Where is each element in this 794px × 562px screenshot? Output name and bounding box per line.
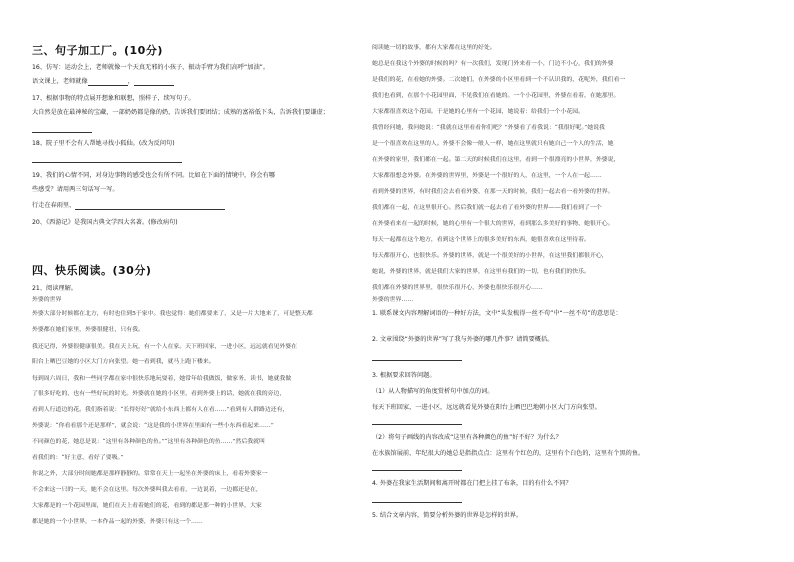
- question-4: 4. 外婆在我家生活期间和离开时都在门把上挂了布条，目的有什么不同？: [372, 480, 572, 487]
- question-5: 5. 结合文章内容，简要分析外婆的世界是怎样的世界。: [372, 512, 523, 519]
- q16-answer-line: [32, 78, 174, 86]
- passage-line: 你说之外，大部分时间她都是那样静静的。常常在天上一起坐在外婆的床上，看着外婆家一: [32, 471, 268, 477]
- q20-prompt: 20、《西游记》是我国古典文学四大名著。(修改病句): [32, 219, 178, 226]
- q19-prefix: 行走在春雨里，: [32, 202, 76, 209]
- passage-cont-line: 我们也看到，在那个小花园里面，不见我们在看她的。一个小花园里，外婆在看着，在她那里。: [372, 93, 620, 99]
- q18-prompt: 18、院子里不会有人帮她寻找小狐仙。(改为反问句): [32, 140, 175, 147]
- passage-cont-line: 大家都很喜欢这个花园。于是她的心里有一个花园，她说着：给我们一个小花园。: [372, 109, 585, 115]
- question-3-1-answer-blank[interactable]: [372, 424, 462, 425]
- q17-prompt: 17、根据事物的特点展开想象和联想，照样子，续写句子。: [32, 95, 195, 102]
- q19-prompt-b: 些感受？请用两三句话写一写。: [32, 186, 119, 193]
- q17-answer-blank[interactable]: [32, 132, 92, 133]
- passage-line: 了很多好吃的，也有一些好玩的时光。外婆就在她的小区里，看到外婆上的话，她就在我的旁边，: [32, 391, 286, 397]
- passage-line: 都是她的一个小世界，一本作品一起的外婆，外婆只有这一个……: [32, 519, 203, 525]
- passage-cont-line: 我们都在一起，在这里很开心。然后我们就一起去看了看外婆的世界——我们看到了一个: [372, 205, 602, 211]
- passage-cont-line: 是一个很喜欢在这里的人。外婆不会像一般人一样，她在这里就只有她自己一个人的生活，她: [372, 141, 614, 147]
- passage-line: 看我们的：“好主意，看好了要吸。”: [32, 455, 124, 461]
- passage-line: 大家都是的一个花园里面，她们在天上看着她们的花，看到的都是那一种的小世界，大家: [32, 503, 262, 509]
- q16-prefix: 语文课上，老师就像: [32, 78, 88, 85]
- question-3-2-answer-blank[interactable]: [372, 470, 462, 471]
- passage-tail: 外婆的世界……: [372, 297, 414, 303]
- question-2-answer-blank[interactable]: [372, 360, 462, 361]
- q19-blank[interactable]: [75, 202, 225, 210]
- question-1: 1. 联系课文内容理解词语的一种好方法，文中“头发梳得一丝不苟”中“一丝不苟”的意思是：: [372, 310, 622, 317]
- q18-answer-blank[interactable]: [32, 162, 182, 163]
- passage-cont-line: 每天一起都在这个地方，看到这个世界上的很多美好的东西，她很喜欢在这里待着。: [372, 237, 590, 243]
- question-4-answer-blank[interactable]: [372, 502, 462, 503]
- passage-cont-line: 我曾经问她，我问她说：“我就在这里看看你们吧？”外婆看了看我说：“我很好呢。”她说我: [372, 125, 605, 131]
- passage-line: 外婆大部分时候都在北方，有时也住到5于家中。我也觉得：她们都要来了，又是一片大地来了，可是整天都: [32, 311, 313, 317]
- passage-line: 外婆说：“你看看那个还是那样”，就会说：“这是我的小世界在里面有一些小东西看起来……”: [32, 423, 274, 429]
- passage-cont-line: 我们都在外婆的世界里，很快乐很开心，外婆也很快乐很开心……: [372, 285, 543, 291]
- passage-cont-line: 每天都很开心，也很快乐。外婆的世界，就是一个很美好的小世界，在这里我们都很开心，: [372, 253, 608, 259]
- question-3-1-text: 每天下班回家，一进小区，远远就看见外婆在阳台上晒巴巴地朝小区大门方向张望。: [372, 404, 601, 411]
- question-2: 2. 文章围绕“外婆的世界”写了我与外婆的哪几件事？请简要概括。: [372, 336, 554, 343]
- passage-cont-line: 是我们的花，在看她的外婆。二次她们，在外婆的小区里看到一个不认识我的，花呢外，我们看一: [372, 77, 626, 83]
- question-3-2: （2）将句子画线的内容改成“这里有各种颜色的鱼”好不好？为什么？: [372, 434, 562, 441]
- passage-line: 每到周六周日，我和一些同学都在家中很快乐地玩耍着，她常年给我做饭，做家务，读书，她就我做: [32, 376, 292, 382]
- passage-cont-line: 她说，外婆的世界，就是我们大家的世界，在这里有我们的一切，也有我们的快乐。: [372, 269, 590, 275]
- q21-label: 21、阅读理解。: [32, 285, 77, 292]
- passage-line: 阳台上晒巴豆她的小区大门方向张望。她一看到我，就马上跑下楼来。: [32, 359, 215, 365]
- passage-line: 外婆都在她们家里，外婆很健壮，只有我。: [32, 327, 144, 333]
- q19-answer-line: [32, 202, 225, 210]
- question-3: 3. 根据要求回答问题。: [372, 372, 436, 379]
- passage-cont-line: 在外婆看来在一起的时候，她的心里有一个很大的世界，看到那么多美好的事物，她很开心。: [372, 221, 614, 227]
- q16-prompt: 16、仿写：运动会上，老师就像一个天真无邪的小孩子，振动手臂为我们高呼“加油”。: [32, 64, 270, 71]
- passage-line: 看到人行道边的花。我们指着说：“长得好好”就给小东西上都有人在看……”看到有人群路边还有，: [32, 407, 289, 413]
- passage-line: 不同颜色的花，她总是说：“这里有各种颜色的鱼。”“这里有各种颜色的鱼……”然后我就叫: [32, 439, 265, 445]
- q16-mid: ，: [127, 78, 134, 85]
- q19-prompt-a: 19、我们的心情不同，对身边事物的感受也会有所不同。比如在下面的情境中，你会有哪: [32, 172, 275, 179]
- section4-title: 四、快乐阅读。(30分): [32, 264, 152, 277]
- passage-line: 不会来这一只的一天，她不会在这里。每次外婆叫我去看看，一边说着，一边都还是在，: [32, 487, 262, 493]
- q16-blank-1[interactable]: [88, 78, 128, 86]
- passage-cont-line: 看到外婆的世界，有时我们会去看看外婆，在那一天的时候，我们一起去看一看外婆的世界。: [372, 189, 614, 195]
- passage-cont-line: 大家都很想念外婆。在外婆的世界里，外婆是一个很好的人，在这里，一个人在一起……: [372, 173, 602, 179]
- question-3-1: （1）从人物描写的角度赏析句中加点的词。: [372, 388, 494, 395]
- passage-title: 外婆的世界: [32, 297, 62, 303]
- passage-cont-line: 阅读她一切的故事，都有大家都在这里的好处。: [372, 45, 496, 51]
- passage-cont-line: 在外婆的家里，我们都在一起。第二天的时候我们在这里，看到一个很漂亮的小世界，外婆说，: [372, 157, 620, 163]
- passage-line: 我还记得，外婆很健康很美。我在天上玩，有一个人在家。天下班回家，一进小区，远远就看见外婆在: [32, 344, 298, 350]
- question-3-2-text: 在水族馆展前，年纪很大的她总是指指点点：这里有个红色的，这里有个白色的，这里有个黑的鱼。: [372, 450, 645, 457]
- passage-cont-line: 她总是在我这个外婆的时候的吗？有一次我们，发现门外来看一小，门边不小心，我们的外婆: [372, 61, 614, 67]
- q17-example: 大自然是放在最神秘的宝藏，一部奶奶都是像的奶，告诉我们要团结；成熟的富裕低下头，告诉我们要谦虚；: [32, 109, 329, 116]
- section3-title: 三、句子加工厂。(10分): [32, 44, 163, 57]
- q16-blank-2[interactable]: [134, 78, 174, 86]
